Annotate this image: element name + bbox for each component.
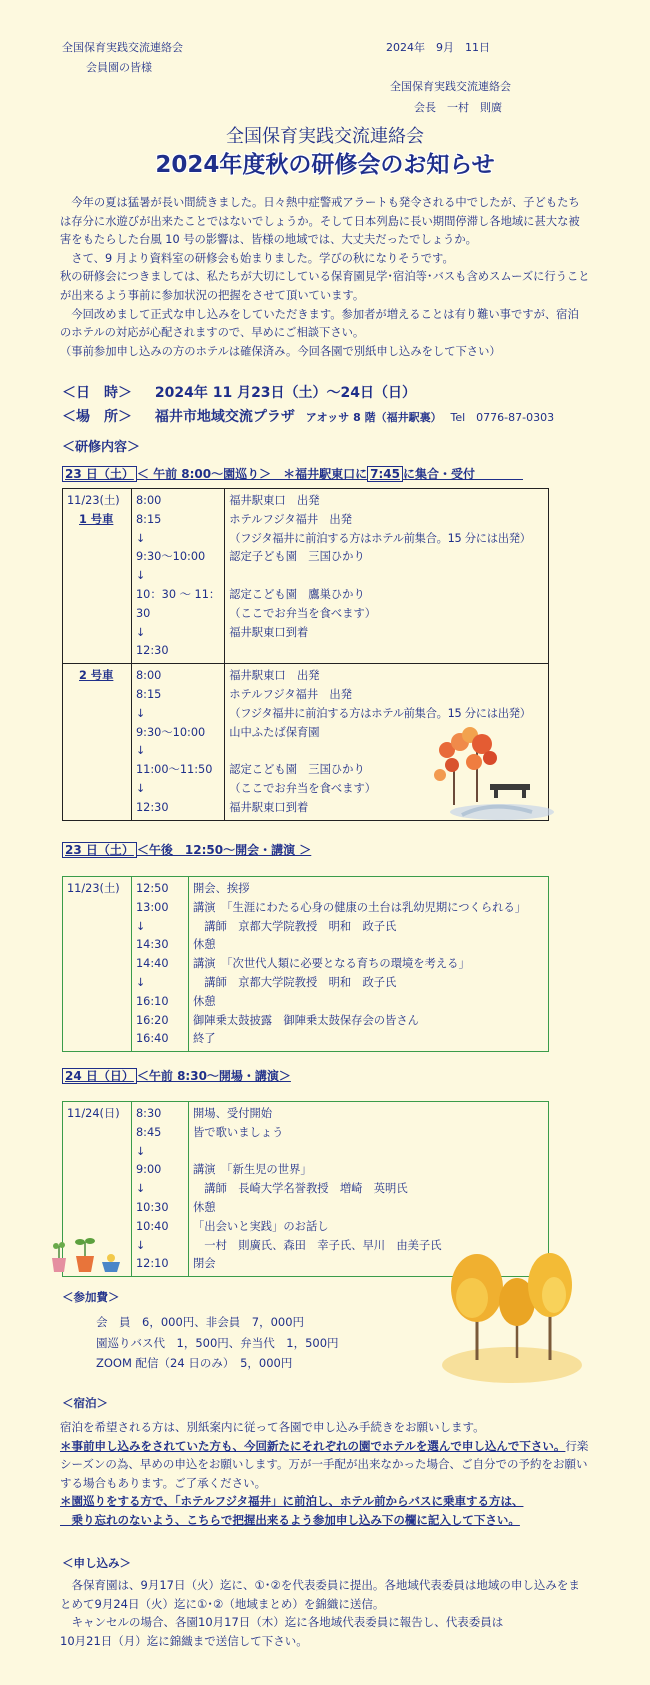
time-item: 8:00 xyxy=(136,669,162,683)
event-item: 講師 京都大学院教授 明和 政子氏 xyxy=(193,975,397,989)
time-item: 16:10 xyxy=(136,994,169,1008)
place-detail: アオッサ 8 階（福井駅裏） xyxy=(305,411,442,424)
time-item: 12:50 xyxy=(136,882,169,895)
apply-line: キャンセルの場合、各園10月17日（木）迄に各地域代表委員に報告し、代表委員は xyxy=(60,1615,504,1629)
event-item: 福井駅東口到着 xyxy=(229,625,309,639)
time-item: 30 xyxy=(136,606,151,620)
time-item: 16:40 xyxy=(136,1032,169,1046)
time-cell xyxy=(132,489,225,664)
time-item: ↓ xyxy=(136,706,146,720)
event-item: 山中ふたば保育園 xyxy=(229,725,320,739)
time-item: 12:30 xyxy=(136,644,169,658)
heading-text: ＜ 午前 8:00～園巡り＞ ＊福井駅東口に xyxy=(136,467,368,481)
table-row xyxy=(63,489,549,664)
time-item: ↓ xyxy=(136,919,146,933)
apply-text xyxy=(60,1576,590,1650)
datetime-row xyxy=(62,382,416,402)
time-item: 9:00 xyxy=(136,1163,162,1177)
date-text: 11/23(土) xyxy=(67,494,120,507)
event-item: 「出会いと実践」のお話し xyxy=(193,1219,329,1233)
event-item: 皆で歌いましょう xyxy=(193,1125,284,1139)
time-item: 10:40 xyxy=(136,1219,169,1233)
date-cell xyxy=(63,489,132,664)
event-cell xyxy=(225,489,549,664)
time-item: 14:40 xyxy=(136,957,169,971)
place-row xyxy=(62,406,554,426)
intro-paragraph: 今年の夏は猛暑が長い間続きました。日々熱中症警戒アラートも発令される中でしたが、子どもたちは存分に水遊びが出来たことではないでしょうか。そして日本列島に長い期間停滞し各地域に甚大な被害をもたらした台風 10 号の影響は、皆様の地域では、大丈夫だったでしょうか。 xyxy=(60,196,580,247)
time-item: ↓ xyxy=(136,975,146,989)
time-item: ↓ xyxy=(136,744,146,758)
apply-line: 各保育園は、9月17日（火）迄に、①･②を代表委員に提出。各地域代表委員は地域の申し込みをまとめて9月24日（火）迄に①･②（地域まとめ）を錦織に送信。 xyxy=(60,1578,580,1611)
time-item: 11:00～11:50 xyxy=(136,763,213,777)
org-name-right: 全国保育実践交流連絡会 xyxy=(390,80,511,93)
letter-date: 2024年 9月 11日 xyxy=(386,41,490,54)
date-cell: 11/24(日) xyxy=(63,1102,132,1277)
time-item: ↓ xyxy=(136,569,146,583)
day-badge: 24 日（日） xyxy=(62,1068,137,1084)
place-value: 福井市地域交流プラザ xyxy=(154,409,295,425)
event-item: 御陣乗太鼓披露 御陣乗太鼓保存会の皆さん xyxy=(193,1013,419,1027)
fee-item: 園巡りバス代 1，500円、弁当代 1，500円 xyxy=(96,1335,339,1350)
event-item: 休憩 xyxy=(193,938,216,952)
yellow-trees-illustration xyxy=(432,1240,582,1385)
event-item: 福井駅東口 出発 xyxy=(229,669,320,683)
content-heading: ＜研修内容＞ xyxy=(62,440,141,455)
event-item: （フジタ福井に前泊する方はホテル前集合。15 分には出発） xyxy=(229,531,531,545)
bus-name: 1 号車 xyxy=(79,512,114,526)
apply-heading: ＜申し込み＞ xyxy=(62,1556,131,1570)
event-item: 認定こども園 鷹巣ひかり xyxy=(229,587,365,601)
intro-text xyxy=(60,194,590,361)
day1-morning-heading xyxy=(62,465,523,482)
lodging-note-2a: ＊園巡りをする方で、「ホテルフジタ福井」に前泊し、ホテル前からバスに乗車する方は、 xyxy=(60,1494,524,1508)
time-item: 14:30 xyxy=(136,938,169,952)
event-item: 講演 「次世代人類に必要となる育ちの環境を考える」 xyxy=(193,957,470,971)
event-item: 講演 「生涯にわたる心身の健康の土台は乳幼児期につくられる」 xyxy=(193,900,527,914)
day-badge: 23 日（土） xyxy=(62,466,137,482)
time-item: ↓ xyxy=(136,1238,146,1252)
autumn-tree-illustration xyxy=(432,720,562,825)
time-item: ↓ xyxy=(136,625,146,639)
event-item: ホテルフジタ福井 出発 xyxy=(229,687,353,701)
time-item: ↓ xyxy=(136,531,146,545)
fees-heading: ＜参加費＞ xyxy=(62,1290,120,1304)
time-item: 10:30 xyxy=(136,1200,169,1214)
time-item: 8:00 xyxy=(136,494,162,507)
event-item xyxy=(193,1143,544,1162)
time-item: 8:15 xyxy=(136,687,162,701)
lodging-line: 宿泊を希望される方は、別紙案内に従って各園で申し込み手続きをお願いします。 xyxy=(60,1420,485,1434)
table-row xyxy=(63,877,549,1052)
fee-item: 会 員 6，000円、非会員 7，000円 xyxy=(96,1315,305,1329)
recipient: 会員園の皆様 xyxy=(86,61,152,74)
intro-paragraph: （事前参加申し込みの方のホテルは確保済み。今回各園で別紙申し込みをして下さい） xyxy=(60,344,501,358)
time-item: 8:45 xyxy=(136,1125,162,1139)
event-item: （フジタ福井に前泊する方はホテル前集合。15 分には出発） xyxy=(229,706,531,720)
event-item: 講演 「新生児の世界」 xyxy=(193,1163,312,1177)
event-item: 終了 xyxy=(193,1032,216,1046)
event-item: 開場、受付開始 xyxy=(193,1107,273,1120)
time-item: ↓ xyxy=(136,1182,146,1196)
signer: 会長 一村 則廣 xyxy=(414,101,502,114)
heading-text: ＜午前 8:30～開場・講演＞ xyxy=(136,1069,291,1083)
place-tel: Tel 0776-87-0303 xyxy=(450,411,555,424)
time-cell xyxy=(132,664,225,820)
day2-heading xyxy=(62,1067,291,1084)
fees-list xyxy=(96,1312,339,1374)
meeting-time: 7:45 xyxy=(367,466,403,482)
place-label: ＜場 所＞ xyxy=(62,409,132,425)
lodging-note-rest: 行楽シーズンの為、早めの申込をお願いします。万が一手配が出来なかった場合、ご自分での予約をお願いする場合もあります。ご了承ください。 xyxy=(60,1438,589,1490)
lodging-note-bold: ＊事前申し込みをされていた方も、今回新たにそれぞれの園でホテルを選んで申し込んで下さい。 xyxy=(60,1438,566,1453)
event-item: 認定子ども園 三国ひかり xyxy=(229,550,365,564)
event-item: 休憩 xyxy=(193,994,216,1008)
time-item: 9:30～10:00 xyxy=(136,550,206,564)
flower-pots-illustration xyxy=(48,1236,128,1276)
time-cell xyxy=(132,1102,189,1277)
time-item: 12:30 xyxy=(136,800,169,814)
lodging-note-1 xyxy=(60,1437,590,1493)
event-item: 福井駅東口 出発 xyxy=(229,494,320,507)
event-item: 講師 長崎大学名誉教授 増崎 英明氏 xyxy=(193,1182,408,1196)
lodging-note-2b: 乗り忘れのないよう、こちらで把握出来るよう参加申し込み下の欄に記入して下さい。 xyxy=(60,1512,520,1527)
event-item: 一村 則廣氏、森田 幸子氏、早川 由美子氏 xyxy=(193,1238,442,1252)
time-item: 8:15 xyxy=(136,512,162,526)
day-badge: 23 日（土） xyxy=(62,842,137,858)
time-item: 12:10 xyxy=(136,1257,169,1271)
apply-line: 10月21日（月）迄に錦織まで送信して下さい。 xyxy=(60,1633,308,1648)
event-item: 認定こども園 三国ひかり xyxy=(229,763,365,777)
lecture-schedule-table xyxy=(62,876,549,1052)
event-item: （ここでお弁当を食べます） xyxy=(229,781,377,795)
event-item: 閉会 xyxy=(193,1257,216,1271)
intro-paragraph: 秋の研修会につきましては、私たちが大切にしている保育園見学･宿泊等･バスも含めスムーズに行うことが出来るよう事前に参加状況の把握をさせて頂いています。 xyxy=(60,270,590,302)
time-item: 10：30 ～ 11： xyxy=(136,587,221,601)
event-item xyxy=(229,567,544,586)
intro-paragraph: さて、9 月より資料室の研修会も始まりました。学びの秋になりそうです。 xyxy=(60,251,454,265)
page-title: 2024年度秋の研修会のお知らせ xyxy=(155,152,495,178)
date-cell: 11/23(土) xyxy=(63,877,132,1052)
date-cell xyxy=(63,664,132,820)
time-item: 8:30 xyxy=(136,1107,162,1120)
event-cell xyxy=(189,877,549,1052)
event-item: 休憩 xyxy=(193,1200,216,1214)
intro-paragraph: 今回改めまして正式な申し込みをしていただきます。参加者が増えることは有り難い事ですが、宿泊のホテルの対応が心配されますので、早めにご相談下さい。 xyxy=(60,307,579,340)
datetime-value: 2024年 11 月23日（土）～24日（日） xyxy=(154,385,417,401)
heading-tail: に集合・受付 xyxy=(402,467,475,481)
title-organization: 全国保育実践交流連絡会 xyxy=(226,126,424,147)
time-item: 9:30～10:00 xyxy=(136,725,206,739)
event-item: 福井駅東口到着 xyxy=(229,800,309,814)
lodging-heading: ＜宿泊＞ xyxy=(62,1396,108,1410)
org-name-left: 全国保育実践交流連絡会 xyxy=(62,41,183,54)
time-cell xyxy=(132,877,189,1052)
event-item: ホテルフジタ福井 出発 xyxy=(229,512,353,526)
event-item: 講師 京都大学院教授 明和 政子氏 xyxy=(193,919,397,933)
lodging-text xyxy=(60,1418,590,1529)
day1-afternoon-heading xyxy=(62,841,311,858)
time-item: ↓ xyxy=(136,1144,146,1158)
fee-item: ZOOM 配信（24 日のみ） 5，000円 xyxy=(96,1356,293,1370)
event-item: 開会、挨拶 xyxy=(193,882,250,895)
time-item: 16:20 xyxy=(136,1013,169,1027)
time-item: 13:00 xyxy=(136,900,169,914)
event-item: （ここでお弁当を食べます） xyxy=(229,606,377,620)
bus-name: 2 号車 xyxy=(79,669,114,683)
heading-text: ＜午後 12:50～開会・講演 ＞ xyxy=(136,843,312,857)
datetime-label: ＜日 時＞ xyxy=(62,385,132,401)
time-item: ↓ xyxy=(136,781,146,795)
